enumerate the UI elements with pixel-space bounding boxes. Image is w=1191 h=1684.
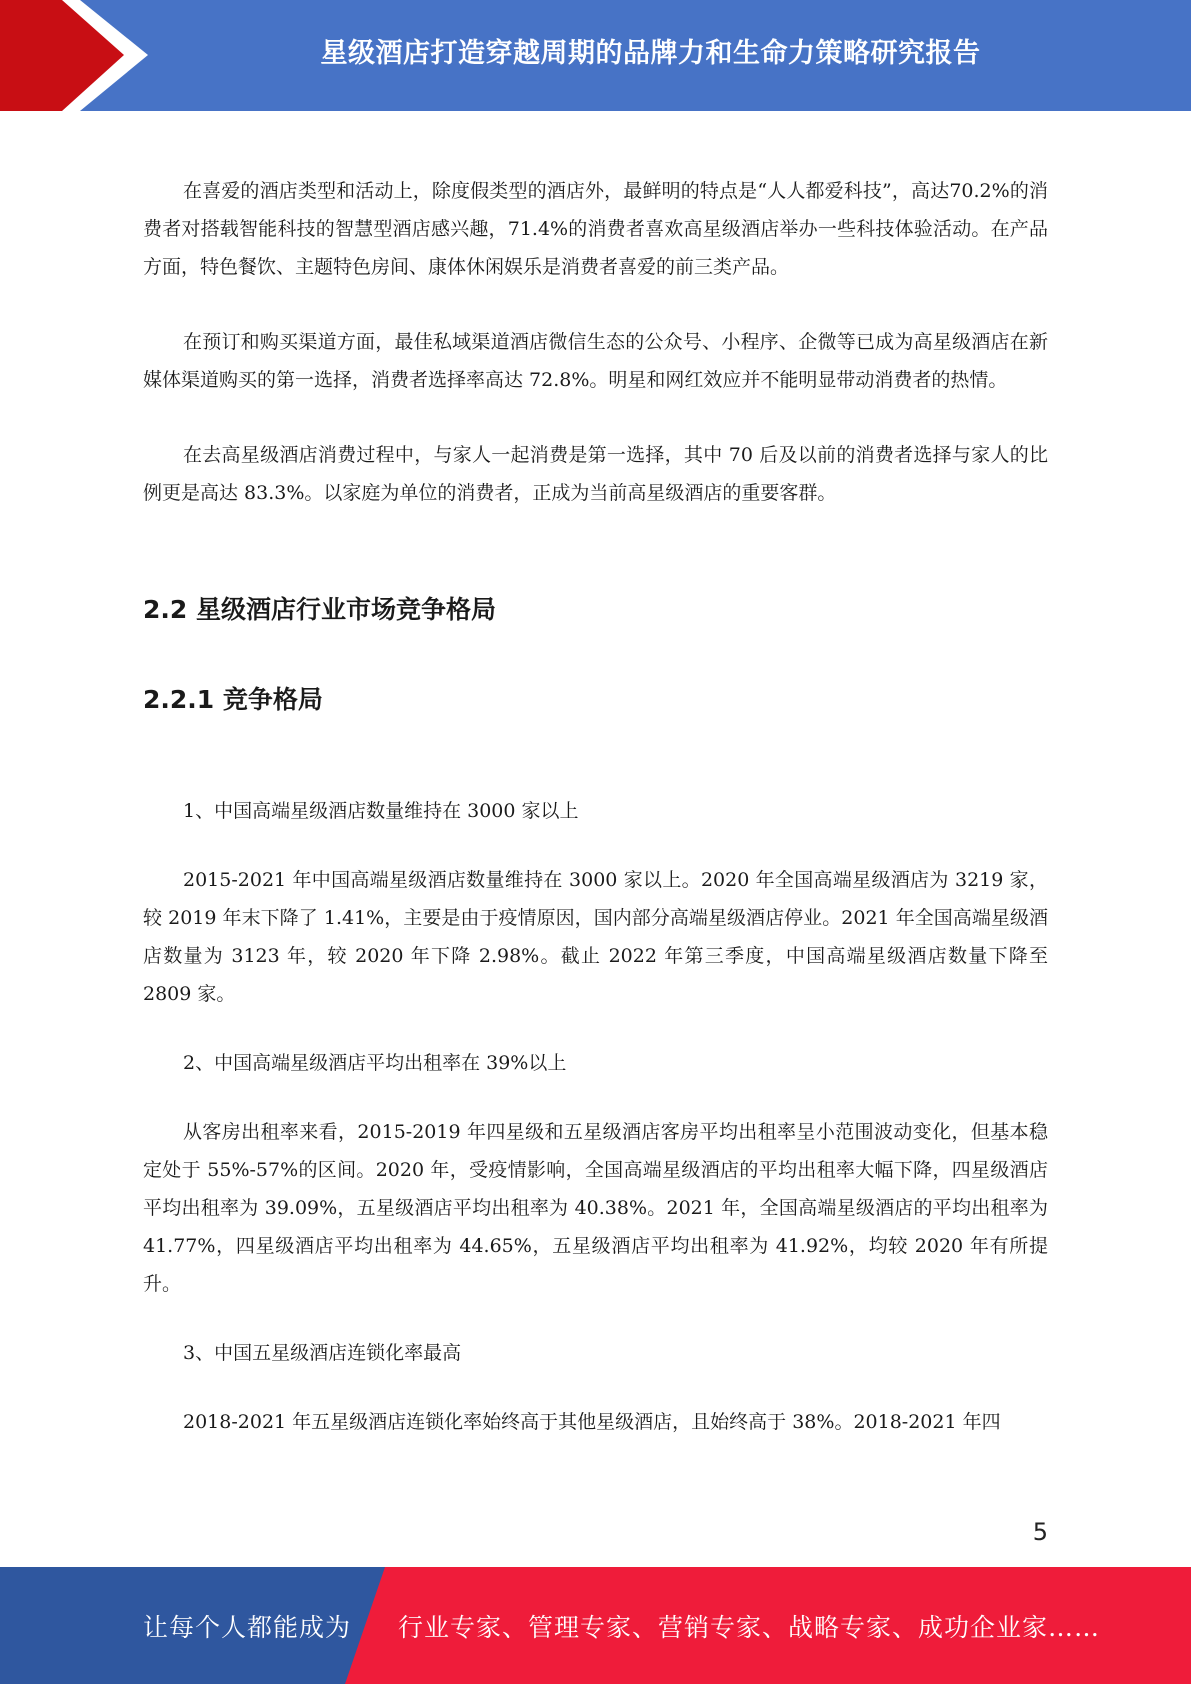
paragraph-family: 在去高星级酒店消费过程中，与家人一起消费是第一选择，其中 70 后及以前的消费者选择与家人的比例更是高达 83.3%。以家庭为单位的消费者，正成为当前高星级酒店的重要客群。 xyxy=(143,444,1048,504)
document-body xyxy=(143,172,1048,1441)
paragraph-channels: 在预订和购买渠道方面，最佳私域渠道酒店微信生态的公众号、小程序、企微等已成为高星级酒店在新媒体渠道购买的第一选择，消费者选择率高达 72.8%。明星和网红效应并不能明显带动消费者的热情。 xyxy=(143,331,1048,391)
paragraph-preferences: 在喜爱的酒店类型和活动上，除度假类型的酒店外，最鲜明的特点是“人人都爱科技”，高达70.2%的消费者对搭载智能科技的智慧型酒店感兴趣，71.4%的消费者喜欢高星级酒店举办一些科技体验活动。在产品方面，特色餐饮、主题特色房间、康体休闲娱乐是消费者喜爱的前三类产品。 xyxy=(143,180,1048,278)
item-body-occupancy: 从客房出租率来看，2015-2019 年四星级和五星级酒店客房平均出租率呈小范围波动变化，但基本稳定处于 55%-57%的区间。2020 年，受疫情影响，全国高端星级酒店的平均出租率大幅下降，四星级酒店平均出租率为 39.09%，五星级酒店平均出租率为 40.38%。2021 年，全国高端星级酒店的平均出租率为 41.77%，四星级酒店平均出租率为 44.65%，五星级酒店平均出租率为 41.92%，均较 2020 年有所提升。 xyxy=(143,1121,1048,1295)
section-heading: 2.2 星级酒店行业市场竞争格局 xyxy=(143,595,496,624)
page-number: 5 xyxy=(1032,1518,1048,1546)
item-title-chain-rate: 3、中国五星级酒店连锁化率最高 xyxy=(183,1342,462,1364)
item-title-hotel-count: 1、中国高端星级酒店数量维持在 3000 家以上 xyxy=(183,800,579,822)
footer-slogan-left: 让每个人都能成为 xyxy=(143,1612,352,1642)
page-header xyxy=(0,0,1191,111)
item-body-chain-rate: 2018-2021 年五星级酒店连锁化率始终高于其他星级酒店，且始终高于 38%。2018-2021 年四 xyxy=(183,1411,1001,1433)
footer-slogan-right: 行业专家、管理专家、营销专家、战略专家、成功企业家…… xyxy=(398,1612,1101,1642)
item-body-hotel-count: 2015-2021 年中国高端星级酒店数量维持在 3000 家以上。2020 年全国高端星级酒店为 3219 家，较 2019 年末下降了 1.41%，主要是由于疫情原因，国内部分高端星级酒店停业。2021 年全国高端星级酒店数量为 3123 年，较 2020 年下降 2.98%。截止 2022 年第三季度，中国高端星级酒店数量下降至 2809 家。 xyxy=(143,869,1048,1005)
subsection-heading: 2.2.1 竞争格局 xyxy=(143,685,323,714)
page-footer xyxy=(0,1567,1191,1684)
item-title-occupancy: 2、中国高端星级酒店平均出租率在 39%以上 xyxy=(183,1052,567,1074)
report-title: 星级酒店打造穿越周期的品牌力和生命力策略研究报告 xyxy=(320,37,981,69)
header-chevron-decoration xyxy=(0,0,150,111)
